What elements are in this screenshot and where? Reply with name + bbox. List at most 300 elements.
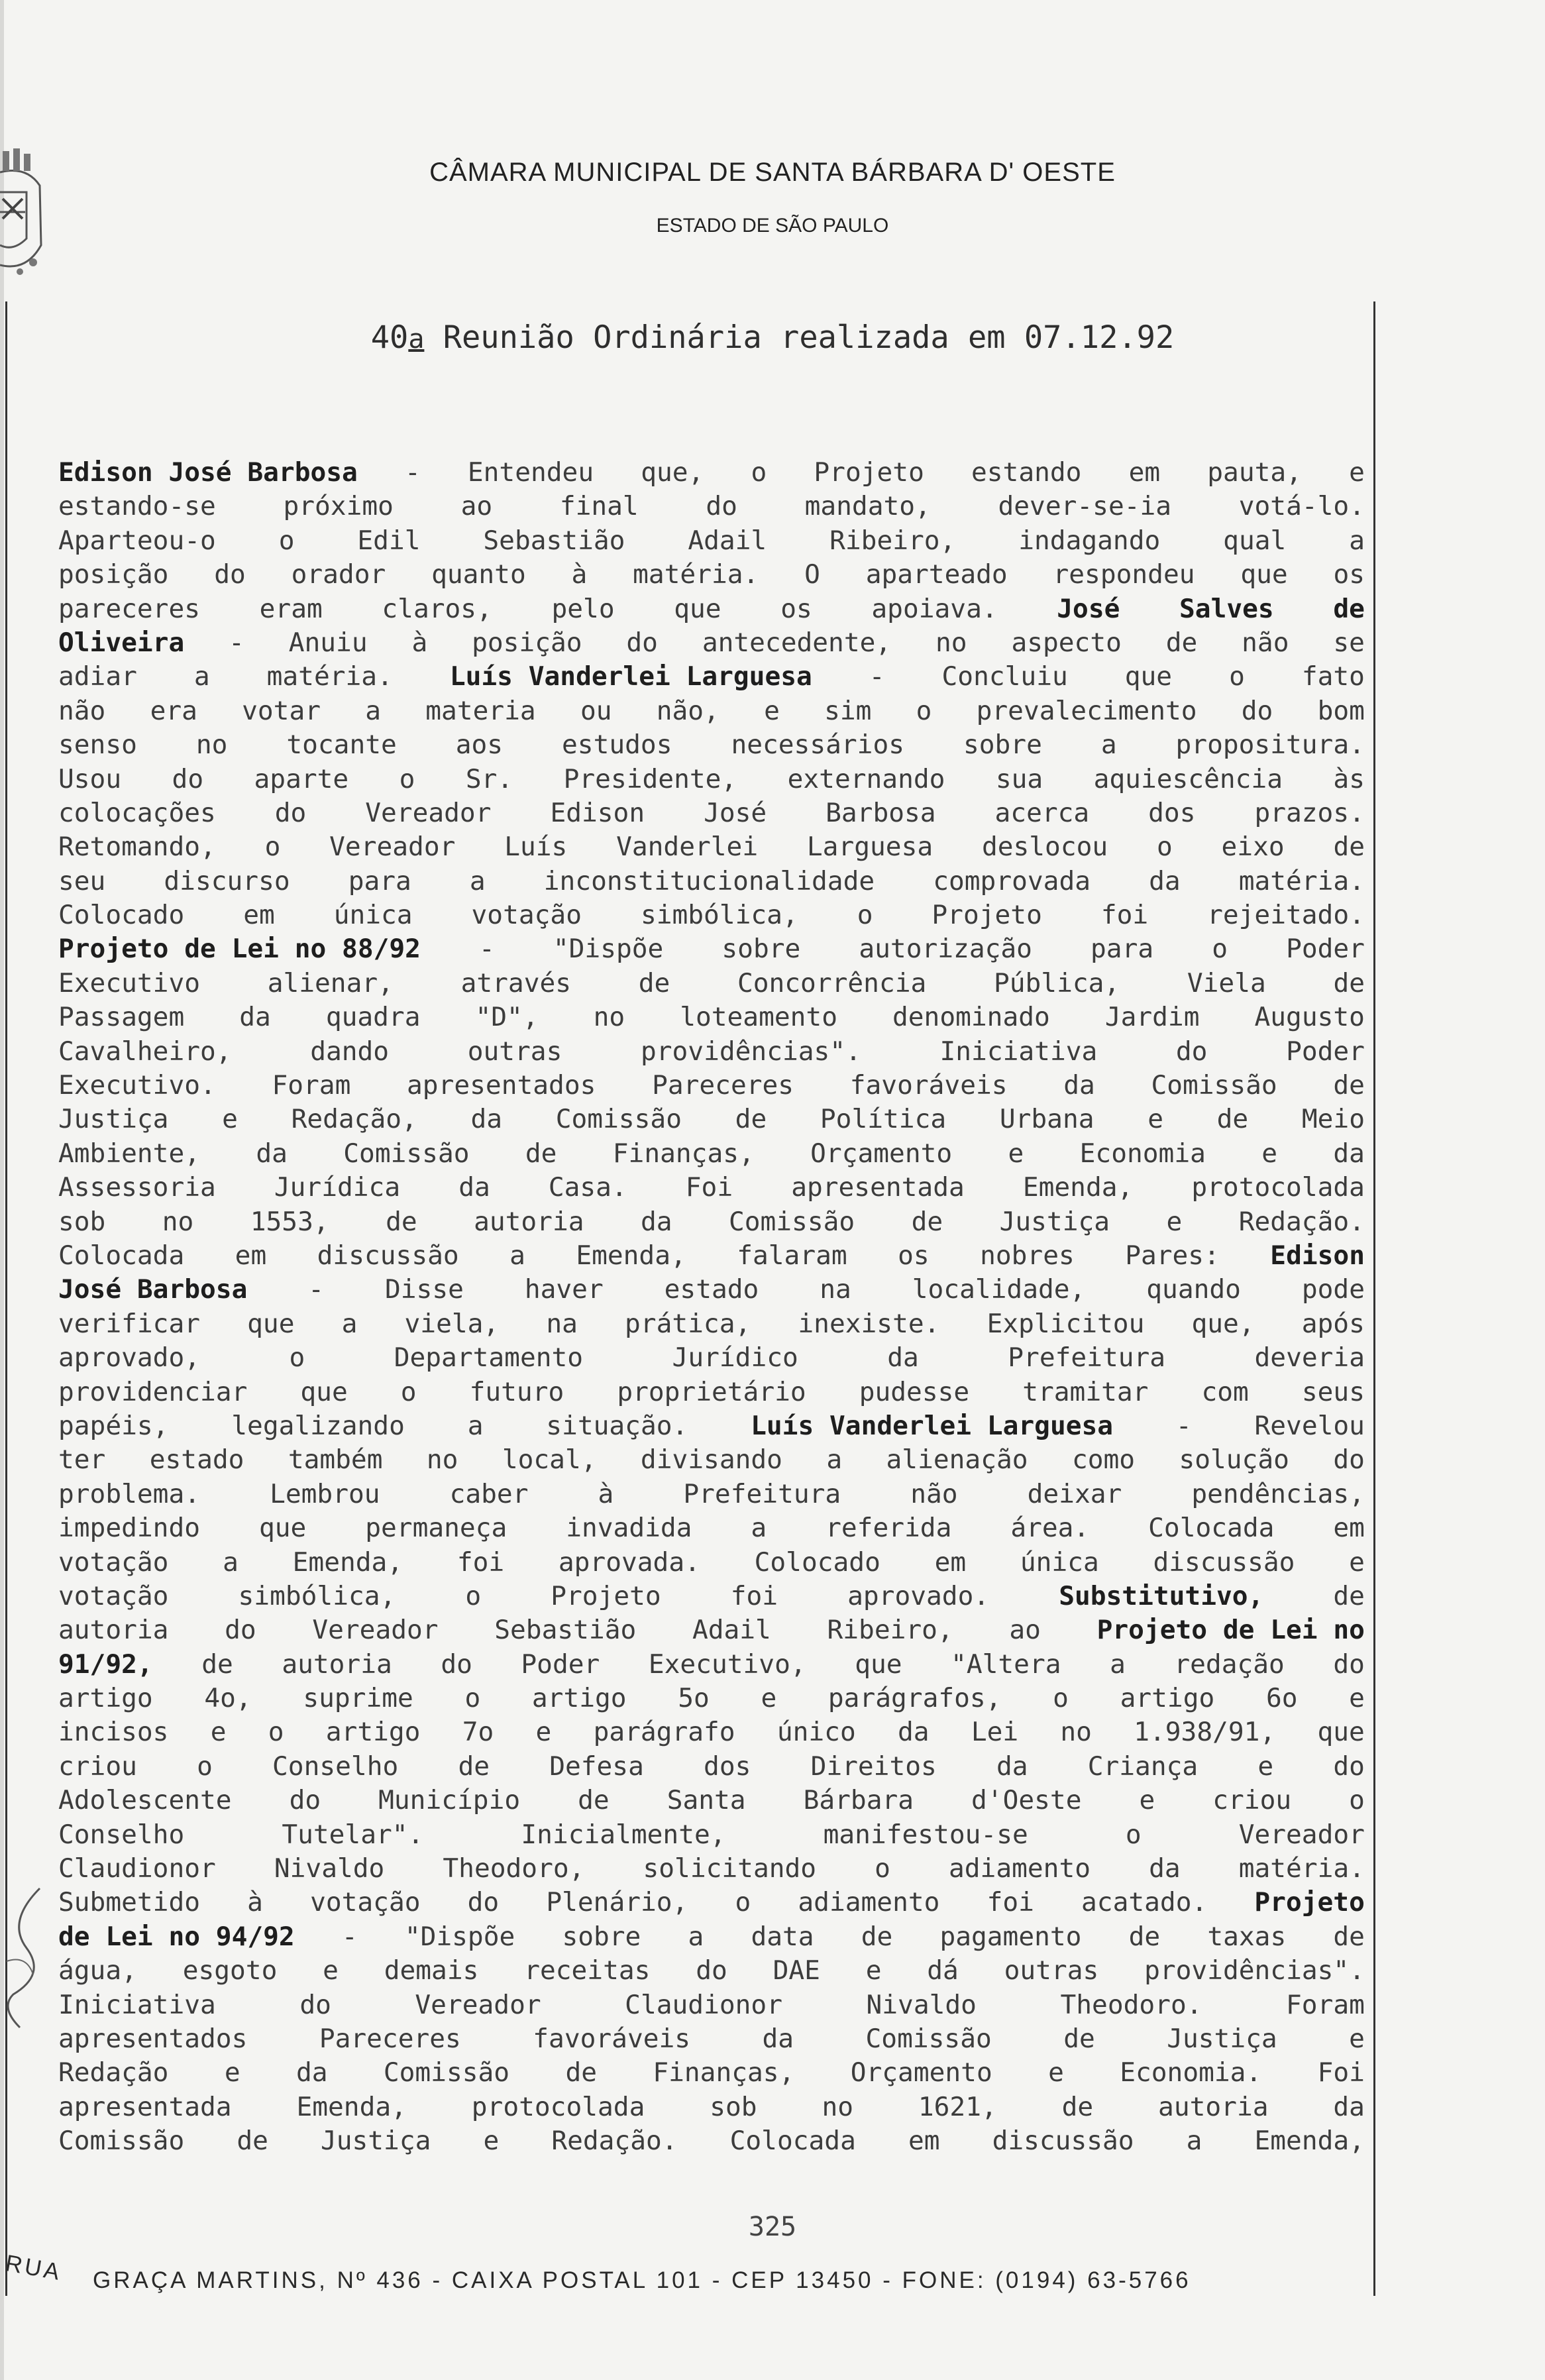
word: do <box>1333 1444 1365 1476</box>
word: simbólica, <box>640 900 798 931</box>
word: do <box>626 627 658 658</box>
word: antecedente, <box>702 627 892 658</box>
word: e <box>1261 1138 1278 1169</box>
word: à <box>571 559 588 590</box>
word: área. <box>1010 1513 1090 1544</box>
word: simbólica, <box>238 1580 396 1611</box>
word: aparte <box>254 763 349 794</box>
word: no <box>162 1206 194 1237</box>
word: do <box>225 1615 256 1646</box>
bold-word: 91/92, <box>58 1649 153 1680</box>
word: seu <box>58 865 106 896</box>
word: Urbana <box>999 1104 1094 1135</box>
word: "D", <box>475 1002 539 1033</box>
word: - <box>308 1274 325 1305</box>
word: Lei <box>971 1717 1019 1748</box>
word: Emenda, <box>296 2091 407 2122</box>
word: estando <box>971 457 1082 488</box>
word: de <box>1333 1580 1365 1611</box>
word: da <box>762 2023 794 2054</box>
word: Colocado <box>58 900 185 931</box>
word: Executivo <box>58 967 201 999</box>
word: da <box>470 1104 503 1135</box>
word: ao <box>460 491 493 522</box>
word: Sebastião <box>483 525 625 556</box>
word: do <box>1241 695 1273 726</box>
word: Executivo, <box>648 1649 806 1680</box>
word: Poder <box>521 1649 600 1680</box>
word: a <box>223 1546 239 1578</box>
word: e <box>1349 1546 1365 1578</box>
word: sob <box>58 1206 106 1237</box>
word: Poder <box>1286 934 1365 965</box>
word: Vereador <box>365 797 492 828</box>
institution-header: CÂMARA MUNICIPAL DE SANTA BÁRBARA D' OESTE <box>429 158 1116 187</box>
word: Concluiu <box>941 661 1068 692</box>
word: da <box>1149 865 1181 896</box>
word: pareceres <box>58 593 201 624</box>
word: e <box>1257 1751 1274 1782</box>
word: de <box>578 1785 610 1816</box>
word: que <box>300 1376 348 1407</box>
bold-word: Projeto <box>1254 1887 1365 1918</box>
word: de <box>911 1206 943 1237</box>
word: no <box>822 2091 853 2122</box>
word: necessários <box>731 730 905 761</box>
text-line <box>58 1341 1365 1375</box>
meeting-ordinal: a <box>408 324 425 354</box>
word: os <box>1333 559 1365 590</box>
word: Conselho <box>272 1751 399 1782</box>
word: Barbosa <box>826 797 936 828</box>
word: de <box>735 1104 767 1135</box>
word: invadida <box>566 1513 692 1544</box>
word: redação <box>1174 1649 1285 1680</box>
word: adiar <box>58 661 137 692</box>
word: Poder <box>1286 1036 1365 1067</box>
word: apresentada <box>58 2091 232 2122</box>
word: e <box>535 1717 552 1748</box>
bold-word: Salves <box>1179 593 1274 624</box>
word: pendências, <box>1191 1478 1365 1509</box>
word: de <box>1128 1921 1161 1952</box>
word: o <box>289 1342 305 1374</box>
word: Explicitou <box>986 1308 1145 1339</box>
word: o <box>197 1751 213 1782</box>
word: artigo <box>531 1683 627 1714</box>
word: da <box>458 1172 490 1203</box>
word: comprovada <box>933 865 1091 896</box>
word: Justiça <box>1167 2023 1277 2054</box>
word: artigo <box>58 1683 153 1714</box>
word: Redação. <box>1238 1206 1365 1237</box>
word: "Altera <box>951 1649 1061 1680</box>
footer-rua: RUA <box>3 2250 64 2286</box>
word: o <box>400 1376 417 1407</box>
word: do <box>706 491 737 522</box>
word: data <box>751 1921 814 1952</box>
word: e <box>761 1683 777 1714</box>
text-line <box>58 728 1365 762</box>
word: Sebastião <box>494 1615 637 1646</box>
word: Tutelar". <box>282 1819 424 1850</box>
word: tocante <box>286 730 397 761</box>
word: Inicialmente, <box>521 1819 726 1850</box>
word: outras <box>467 1036 562 1067</box>
text-line <box>58 524 1365 558</box>
word: e <box>323 1955 339 1986</box>
word: dever-se-ia <box>998 491 1172 522</box>
word: de <box>1333 832 1365 863</box>
word: ter <box>58 1444 106 1476</box>
word: matéria. <box>266 661 393 692</box>
word: aspecto <box>1011 627 1122 658</box>
word: que <box>258 1513 307 1544</box>
meeting-title-text: Reunião Ordinária realizada em 07.12.92 <box>424 319 1175 356</box>
word: prevalecimento <box>976 695 1197 726</box>
text-line <box>58 490 1365 523</box>
word: receitas <box>524 1955 651 1986</box>
word: Orçamento <box>850 2057 992 2088</box>
word: - <box>404 457 421 488</box>
word: Meio <box>1301 1104 1365 1135</box>
word: do <box>1333 1649 1365 1680</box>
word: à <box>598 1478 614 1509</box>
word: Justiça <box>999 1206 1110 1237</box>
word: aparteado <box>865 559 1008 590</box>
word: Pública, <box>993 967 1120 999</box>
word: criou <box>1212 1785 1292 1816</box>
word: acerca <box>994 797 1090 828</box>
word: como <box>1071 1444 1136 1476</box>
word: Assessoria <box>58 1172 216 1203</box>
word: verificar <box>58 1308 201 1339</box>
word: autoria <box>282 1649 392 1680</box>
bold-word: José <box>1057 593 1120 624</box>
word: divisando <box>640 1444 782 1476</box>
word: a <box>365 695 382 726</box>
word: que <box>674 593 721 624</box>
word: falaram <box>737 1240 847 1271</box>
word: Projeto <box>551 1580 661 1611</box>
word: Iniciativa <box>939 1036 1098 1067</box>
word: Conselho <box>58 1819 185 1850</box>
word: Pares: <box>1125 1240 1220 1271</box>
word: José <box>704 797 767 828</box>
word: sob <box>710 2091 757 2122</box>
word: 6o <box>1265 1683 1298 1714</box>
word: foi <box>986 1887 1034 1918</box>
bold-word: Oliveira <box>58 627 185 658</box>
word: de <box>525 1138 557 1169</box>
word: pelo <box>551 593 615 624</box>
word: autoria <box>474 1206 584 1237</box>
word: o <box>1053 1683 1069 1714</box>
word: eram <box>259 593 323 624</box>
word: matéria. <box>1238 1853 1365 1884</box>
word: discussão <box>992 2126 1134 2157</box>
word: materia <box>425 695 536 726</box>
word: Foram <box>272 1070 351 1101</box>
word: à <box>247 1887 263 1918</box>
word: Ambiente, <box>58 1138 201 1169</box>
word: Cavalheiro, <box>58 1036 232 1067</box>
word: bom <box>1317 695 1365 726</box>
word: posição <box>58 559 169 590</box>
word: 7o <box>462 1717 494 1748</box>
word: a <box>688 1921 704 1952</box>
text-line <box>58 967 1365 1001</box>
word: outras <box>1004 1955 1099 1986</box>
word: 1553, <box>250 1206 329 1237</box>
text-line <box>58 1035 1365 1069</box>
word: demais <box>384 1955 479 1986</box>
word: do <box>696 1955 727 1986</box>
word: foi <box>1100 900 1149 931</box>
word: na <box>546 1308 578 1339</box>
word: quando <box>1146 1274 1241 1305</box>
word: Foi <box>1317 2057 1365 2088</box>
word: manifestou-se <box>823 1819 1028 1850</box>
word: do <box>172 763 204 794</box>
word: no <box>935 627 967 658</box>
word: da <box>1063 1070 1095 1101</box>
text-line <box>58 1988 1365 2022</box>
word: o <box>857 900 873 931</box>
word: a <box>467 1410 484 1441</box>
word: em <box>1333 1513 1365 1544</box>
word: Executivo. <box>58 1070 216 1101</box>
word: Theodoro. <box>1060 1989 1202 2020</box>
word: pode <box>1301 1274 1365 1305</box>
text-line <box>58 1954 1365 1988</box>
word: e <box>1139 1785 1155 1816</box>
word: Claudionor <box>625 1989 782 2020</box>
word: votá-lo. <box>1238 491 1365 522</box>
word: de <box>1063 2023 1095 2054</box>
word: não <box>910 1478 958 1509</box>
text-line <box>58 2056 1365 2090</box>
word: local, <box>502 1444 597 1476</box>
word: quadra <box>325 1002 421 1033</box>
bold-word: Projeto de Lei no <box>1096 1615 1365 1646</box>
word: providências". <box>1144 1955 1365 1986</box>
word: Edil <box>357 525 421 556</box>
word: situação. <box>546 1410 688 1441</box>
bold-word: de <box>1333 593 1365 624</box>
word: o <box>916 695 932 726</box>
word: taxas <box>1207 1921 1287 1952</box>
word: Departamento <box>394 1342 584 1374</box>
word: estado <box>664 1274 759 1305</box>
address-footer <box>0 2247 1545 2327</box>
word: Presidente, <box>563 763 737 794</box>
word: a <box>751 1513 767 1544</box>
word: Anuiu <box>288 627 368 658</box>
word: Luís <box>504 832 568 863</box>
word: água, <box>58 1955 137 1986</box>
word: Comissão <box>555 1104 682 1135</box>
word: votação <box>471 900 582 931</box>
word: Iniciativa <box>58 1989 216 2020</box>
word: esgoto <box>182 1955 278 1986</box>
word: da <box>640 1206 672 1237</box>
bold-word: Luís Vanderlei Larguesa <box>449 661 812 692</box>
word: da <box>887 1342 919 1374</box>
word: de <box>861 1921 893 1952</box>
word: de <box>237 2126 268 2157</box>
text-line <box>58 1103 1365 1136</box>
word: Colocado <box>754 1546 880 1578</box>
word: através <box>460 967 572 999</box>
word: única <box>333 900 413 931</box>
word: futuro <box>469 1376 564 1407</box>
text-line <box>58 763 1365 796</box>
word: inexiste. <box>798 1308 940 1339</box>
word: de <box>386 1206 417 1237</box>
word: Redação. <box>551 2126 678 2157</box>
word: da <box>898 1717 930 1748</box>
word: 4o, <box>204 1683 252 1714</box>
word: do <box>441 1649 472 1680</box>
word: prática, <box>625 1308 751 1339</box>
word: aos <box>455 730 504 761</box>
text-line <box>58 1715 1365 1749</box>
word: deveria <box>1254 1342 1365 1374</box>
word: Orçamento <box>810 1138 953 1169</box>
word: próximo <box>283 491 394 522</box>
word: favoráveis <box>849 1070 1008 1101</box>
word: para <box>348 865 411 896</box>
word: aprovado. <box>847 1580 990 1611</box>
word: a <box>509 1240 525 1271</box>
word: era <box>150 695 197 726</box>
word: solicitando <box>643 1853 817 1884</box>
word: de <box>1333 1921 1365 1952</box>
text-line <box>58 2124 1365 2158</box>
word: - <box>479 934 495 965</box>
text-line <box>58 1069 1365 1103</box>
text-line <box>58 1682 1365 1715</box>
word: de <box>1333 1070 1365 1101</box>
text-line <box>58 865 1365 898</box>
word: acatado. <box>1081 1887 1208 1918</box>
word: Colocada <box>729 2126 856 2157</box>
text-line <box>58 592 1365 626</box>
word: colocações <box>58 797 216 828</box>
word: Comissão <box>728 1206 855 1237</box>
text-line <box>58 1001 1365 1034</box>
word: de <box>1216 1104 1249 1135</box>
text-line <box>58 1886 1365 1920</box>
word: dá <box>927 1955 959 1986</box>
word: parágrafo <box>593 1717 735 1748</box>
word: Emenda, <box>1254 2126 1365 2157</box>
word: suprime <box>303 1683 413 1714</box>
word: claros, <box>382 593 492 624</box>
word: apresentados <box>407 1070 596 1101</box>
word: dos <box>704 1751 751 1782</box>
word: respondeu <box>1053 559 1195 590</box>
word: não <box>1242 627 1289 658</box>
word: e <box>224 2057 240 2088</box>
bold-word: José Barbosa <box>58 1274 248 1305</box>
word: e <box>1147 1104 1163 1135</box>
word: "Dispõe <box>553 934 664 965</box>
handwritten-signature <box>0 1882 46 2034</box>
minutes-body <box>58 456 1365 2159</box>
word: rejeitado. <box>1207 900 1365 931</box>
word: no <box>593 1002 625 1033</box>
word: ao <box>1009 1615 1041 1646</box>
word: Comissão <box>343 1138 470 1169</box>
text-line <box>58 1307 1365 1341</box>
word: prazos. <box>1254 797 1365 828</box>
word: protocolada <box>471 2091 645 2122</box>
word: o <box>278 525 295 556</box>
word: o <box>264 832 281 863</box>
word: posição <box>472 627 582 658</box>
meeting-title <box>0 319 1545 356</box>
word: Claudionor <box>58 1853 216 1884</box>
text-line <box>58 1273 1365 1307</box>
word: protocolada <box>1191 1172 1365 1203</box>
word: Passagem <box>58 1002 185 1033</box>
word: discurso <box>164 865 290 896</box>
text-line <box>58 1376 1365 1409</box>
word: adiamento <box>949 1853 1091 1884</box>
word: DAE <box>772 1955 820 1986</box>
word: Vereador <box>1238 1819 1365 1850</box>
word: da <box>1149 1853 1181 1884</box>
word: o <box>464 1683 481 1714</box>
text-line <box>58 694 1365 728</box>
text-line <box>58 1648 1365 1682</box>
word: Comissão <box>383 2057 510 2088</box>
word: do <box>274 797 307 828</box>
word: votar <box>242 695 321 726</box>
word: aquiescência <box>1093 763 1283 794</box>
word: papéis, <box>58 1410 169 1441</box>
word: 1.938/91, <box>1134 1717 1276 1748</box>
word: qual <box>1223 525 1287 556</box>
word: de <box>565 2057 597 2088</box>
word: de <box>638 967 670 999</box>
word: única <box>1020 1546 1099 1578</box>
text-line <box>58 558 1365 592</box>
word: de <box>458 1751 490 1782</box>
word: sobre <box>721 934 801 965</box>
word: à <box>411 627 428 658</box>
word: sobre <box>562 1921 641 1952</box>
text-line <box>58 1409 1365 1443</box>
word: o <box>1156 832 1173 863</box>
word: no <box>1060 1717 1092 1748</box>
word: e <box>210 1717 227 1748</box>
word: Direitos <box>810 1751 937 1782</box>
word: providências". <box>640 1036 861 1067</box>
word: referida <box>826 1513 952 1544</box>
word: Vereador <box>415 1989 541 2020</box>
word: os <box>780 593 812 624</box>
right-border-rule <box>1373 301 1375 2296</box>
state-subheader: ESTADO DE SÃO PAULO <box>656 215 889 237</box>
word: da <box>1333 1138 1365 1169</box>
word: que <box>855 1649 902 1680</box>
word: Emenda, <box>576 1240 686 1271</box>
word: da <box>996 1751 1028 1782</box>
word: a <box>193 661 210 692</box>
